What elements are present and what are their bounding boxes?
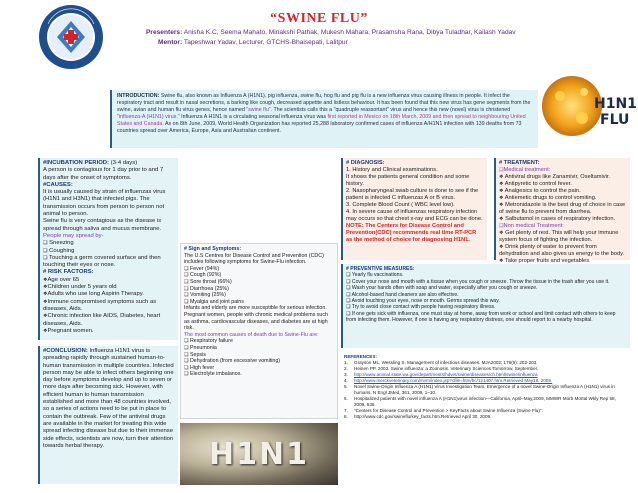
checkbox-icon: ❑ xyxy=(43,240,48,247)
checkbox-icon: ❑ xyxy=(184,364,189,371)
diagnosis-label: # DIAGNOSIS: xyxy=(346,160,385,166)
checkbox-icon: ❑ xyxy=(184,272,189,279)
prevention-item: ❑ Cover your nose and mouth with a tissue when you cough or sneeze. Throw the tissue in the trash after you use it. xyxy=(346,278,610,285)
non-medical-item: ❖ Take proper fruits and vegetables. xyxy=(499,258,591,264)
mentor-name: Tapeshwar Yadav, Lecturer, GTCHS-Bhaisepati, Lalitpur xyxy=(183,39,348,46)
medical-item: ❖ Salbutamol in cases of respiratory infection. xyxy=(499,216,616,222)
presenters-line xyxy=(146,29,516,36)
prevention-label: # PREVENTIVE MEASURES: xyxy=(346,266,415,272)
medical-item: ❖ Antipyretic to control fever. xyxy=(499,181,572,187)
introduction-p1: Swine flu, also known as Influenza A (H1N1), pig influenza, swine flu, hog flu and pig flu is a new influenza virus causing illness in people. It infect the respiratory tract and result in nasal secretions, a barking like cough, decreased appetite and listless behaviour. It has been found that this new virus has gene segments from the swine, avian and human flu virus genes, hence named xyxy=(117,93,531,113)
references-label: REFERENCES: xyxy=(344,354,377,359)
conclusion-label: #CONCLUSION: xyxy=(43,348,88,354)
causes-label: #CAUSES: xyxy=(43,181,73,188)
reference-item: 5. Novel Swine-Origin Influenza A (H1N1) Virus Investigation Team. Emergence of a novel Swine-Origin Influenza A (H1N1) virus in humans, N Engl JMed, 361, 2009, 1–10. xyxy=(344,384,615,395)
introduction-box xyxy=(110,90,538,148)
incubation-label: #INCUBATION PERIOD: xyxy=(43,160,109,166)
diamond-bullet-icon: ❖ xyxy=(499,202,504,208)
checkbox-icon: ❑ xyxy=(184,278,189,285)
complication-item: ❑ Electrolyte imbalance. xyxy=(184,371,242,378)
symptom-item: ❑ Cough (92%) xyxy=(184,272,222,279)
checkbox-icon: ❑ xyxy=(346,298,351,305)
treatment-box xyxy=(494,158,630,264)
incubation-text: A person is contagious for 1 day prior to and 7 days after the onset of symptoms. xyxy=(43,167,164,181)
risk-item: ❖Age over 65 xyxy=(43,276,80,283)
complication-item: ❑ Sepsis xyxy=(184,351,206,358)
checkbox-icon: ❑ xyxy=(346,291,351,298)
preventive-measures-box xyxy=(341,264,630,348)
symptom-item: ❑ Sore throat (66%) xyxy=(184,278,232,285)
prevention-item: ❑ Yearly flu vaccinations. xyxy=(346,272,404,279)
complication-item: ❑ High fever xyxy=(184,364,215,371)
sign-symptoms-box xyxy=(180,243,338,419)
diamond-bullet-icon: ❖ xyxy=(499,181,504,187)
reference-item: 1. Grayson ML, Wessling S. Management of infectious diseases. MJA2002; 176(5): 202-203. xyxy=(344,360,538,365)
checkbox-icon: ❑ xyxy=(184,351,189,358)
conclusion-box xyxy=(38,346,178,484)
introduction-p2: The scientists calls this a "quadruple reassortant" virus and hence this new (novel) virus is christened xyxy=(273,107,511,113)
side-image-line1: H1N1 xyxy=(594,96,637,112)
checkbox-icon: ❑ xyxy=(184,338,189,345)
causes-text2: Swine flu is very contagious as the disease is spread through saliva and mucus membrane. xyxy=(43,218,162,232)
spread-item: ❑ Coughing xyxy=(43,247,75,254)
diagnosis-item: 1. History and Clinical examinations. xyxy=(346,167,438,173)
introduction-q1: "swine flu". xyxy=(246,107,273,113)
h1n1-flu-image xyxy=(532,62,638,150)
poster-title: “SWINE FLU” xyxy=(270,11,368,26)
checkbox-icon: ❑ xyxy=(184,285,189,292)
medical-item: ❖ Antiemetic drugs to control vomiting. xyxy=(499,195,597,201)
diamond-bullet-icon: ❖ xyxy=(43,327,48,334)
reference-item: 7. "Centers for Disease Control and Prevention > KeyFacts about Swine Influenza (Swine Flu)". xyxy=(344,408,543,413)
checkbox-icon: ❑ xyxy=(184,371,189,378)
diamond-bullet-icon: ❖ xyxy=(499,195,504,201)
spread-item: ❑ Touching a germ covered surface and then touching their eyes or nose. xyxy=(43,254,161,269)
prevention-item: ❑ Try to avoid close contact with people having respiratory illness. xyxy=(346,304,496,311)
introduction-p4: As on 8th June, 2009, World Health Organization has reported 25,288 laboratory confirmed cases of influenza A/H1N1 infection with 139 deaths from 73 countries spread over America, Europe, Asia and Australian continent. xyxy=(117,121,522,134)
signs-intro: The U.S Centres for Disease Control and Prevention (CDC) includes following symptoms for Swine-Flu infection. xyxy=(184,252,324,266)
checkbox-icon: ❑ xyxy=(346,278,351,285)
references-box xyxy=(341,352,630,484)
symptom-item: ❑ Vomiting (25%) xyxy=(184,292,226,299)
non-medical-treatment-label: ❑Non medical Treatment: xyxy=(499,223,564,229)
diamond-bullet-icon: ❖ xyxy=(499,230,504,236)
risk-label: # RISK FACTORS: xyxy=(43,269,94,276)
signs-text: Infants and elderly are more susceptible for serious infection. Pregnant women, people with chronic medical problems such as asthma, cardiovascular diseases, and diabetes are at high risk. xyxy=(184,305,328,332)
incubation-value: (3-4 days) xyxy=(110,160,138,166)
college-logo-seal xyxy=(38,4,104,70)
signs-label: # Sign and Symptoms: xyxy=(184,246,242,252)
diagnosis-note: NOTE: The Centers for Disease Control and Prevention(CDC) recommends real time RT-PCR as the method of choice for diagnosing H1N1. xyxy=(346,223,477,243)
checkbox-icon: ❑ xyxy=(499,223,504,229)
checkbox-icon: ❑ xyxy=(184,292,189,299)
introduction-q3: first reported in Mexico on 18th March, 2009 and then spread to neighbouring United States and Canada. xyxy=(117,114,526,127)
diagnosis-item: 4. In severe cause of influenzas respiratory infection may occurs so that chest x-ray and ECG can be done. xyxy=(346,209,483,222)
checkbox-icon: ❑ xyxy=(184,265,189,272)
diamond-bullet-icon: ❖ xyxy=(43,284,48,291)
introduction-label: INTRODUCTION: xyxy=(117,93,160,99)
conclusion-text: Influenza H1N1 virus is spreading rapidly through sustained human-to-human transmission in multiple countries. Infected person may be able to infect others beginning one day before symptoms develop and up to seven or more days after becoming sick. However, with efficient human to human transmission established and more than 48 countries involved, so a series of actions need to be put in place to contain the outbreak. Few of the antiviral drugs are available in the market for treating this wide spread infecting disease but due to their immense side effects, scientists are now, turn their attention towards herbal therapy. xyxy=(43,348,174,449)
diagnosis-item: It shows the patients general condition and some history. xyxy=(346,174,470,187)
diamond-bullet-icon: ❖ xyxy=(499,216,504,222)
presenters-names: Anisha K.C, Seema Mahato, Minakshi Pathak, Mukesh Mahara, Prasamsha Rana, Dibya Tuladhar, Kailash Yadav xyxy=(183,29,516,36)
medical-item: ❖ Metronidazole is the best drug of choice in case of swine flu to prevent from diarrhea. xyxy=(499,202,626,215)
diamond-bullet-icon: ❖ xyxy=(43,291,48,298)
checkbox-icon: ❑ xyxy=(43,247,48,254)
diamond-bullet-icon: ❖ xyxy=(43,313,48,320)
risk-item: ❖Children under 5 years old xyxy=(43,284,117,291)
complication-item: ❑ Dehydration (from excessive vomiting) xyxy=(184,358,281,365)
checkbox-icon: ❑ xyxy=(346,304,351,311)
diamond-bullet-icon: ❖ xyxy=(499,258,504,264)
checkbox-icon: ❑ xyxy=(184,344,189,351)
spread-label: People may spread by- xyxy=(43,232,104,239)
diamond-bullet-icon: ❖ xyxy=(43,276,48,283)
non-medical-item: ❖ Get plenty of rest. This will help your immune system focus of fighting the infection. xyxy=(499,230,619,243)
reference-item: 8. http://www.cdc.gov/swineflu/key_facts.htm.Retrieved April 30, 2009. xyxy=(344,414,492,419)
checkbox-icon: ❑ xyxy=(499,167,504,173)
reference-item: 2. Heinen PP. 2003. Swine influenza: a Zoonosis. Veterinary Sciences Tomorrow, September. xyxy=(344,366,539,371)
medical-item: ❖ Antiviral drugs like Zanamivir, Oseltamivir. xyxy=(499,174,611,180)
complication-item: ❑ Respiratory failure xyxy=(184,338,233,345)
h1n1-photo xyxy=(180,423,338,485)
checkbox-icon: ❑ xyxy=(346,272,351,279)
causes-text: It is usually caused by strain of influenzas virus (H1N1 and H3N1) that infected pigs. The transmission occurs from person to person not animal to person. xyxy=(43,189,166,218)
risk-item: ❖Pregnant women. xyxy=(43,327,94,334)
medical-treatment-label: ❑Medical treatment: xyxy=(499,167,551,173)
risk-item: ❖Immune compromised symptoms such as diseases, Aids. xyxy=(43,298,157,312)
diamond-bullet-icon: ❖ xyxy=(499,174,504,180)
medical-item: ❖ Analgesics to control the pain. xyxy=(499,188,581,194)
reference-link[interactable]: 4. http://www.merckveterinary.com/mvm/index.jsp?cfile=htm/bc/121407.htm.Retrieved May19, 2009. xyxy=(344,378,553,383)
prevention-item: ❑ Alcohol-based hand cleaners are also effective. xyxy=(346,291,459,298)
complication-item: ❑ Pneumonia xyxy=(184,344,217,351)
introduction-p3: Influenza A H1N1 is a circulating seasonal influenza virus was xyxy=(181,114,326,120)
photo-text: H1N1 xyxy=(209,437,309,472)
checkbox-icon: ❑ xyxy=(184,358,189,365)
diagnosis-box xyxy=(341,158,487,260)
prevention-item: ❑ Avoid touching your eyes, nose or mouth. Germs spread this way. xyxy=(346,298,500,305)
mentor-line xyxy=(158,39,348,46)
spread-item: ❑ Sneezing xyxy=(43,240,74,247)
symptom-item: ❑ Fever (94%) xyxy=(184,265,220,272)
checkbox-icon: ❑ xyxy=(346,310,351,317)
introduction-q2: "influenza-A (H1N1) virus." xyxy=(117,114,180,120)
checkbox-icon: ❑ xyxy=(184,298,189,305)
non-medical-item: ❖ Drink plenty of water to prevent from dehydration and also gives us energy to the body. xyxy=(499,244,625,257)
prevention-item: ❑ Wash your hands often with soap and water, especially after you cough or sneeze. xyxy=(346,285,538,292)
presenters-label: Presenters: xyxy=(146,29,183,36)
checkbox-icon: ❑ xyxy=(43,254,48,261)
checkbox-icon: ❑ xyxy=(346,285,351,292)
risk-item: ❖Chronic infection like AIDS, Diabetes, heart diseases, Aids. xyxy=(43,313,161,327)
complications-label: The most common causes of death due to Swine-Flu are: xyxy=(184,331,319,338)
diamond-bullet-icon: ❖ xyxy=(499,188,504,194)
mentor-label: Mentor: xyxy=(158,39,183,46)
diamond-bullet-icon: ❖ xyxy=(43,298,48,305)
incubation-causes-risk-box xyxy=(38,158,178,340)
reference-link[interactable]: 3. http://www.animal.state.wa.gov/departments/hdvet/swine/diseases/ch.html/swine/influenza xyxy=(344,372,538,377)
diagnosis-item: 3. Complete Blood Count ( WBC level low). xyxy=(346,202,455,208)
treatment-label: # TREATMENT: xyxy=(499,160,540,166)
side-image-line2: FLU xyxy=(600,112,630,128)
risk-item: ❖Adults who use long Aspirin Therapy. xyxy=(43,291,144,298)
prevention-item: ❑ If one gets sick with influenza, one must stay at home, away from work or school and limit contact with others to keep from infecting them. However, if one is having any respiratory distress, one should report to a nearby hospital. xyxy=(346,310,616,324)
reference-item: 6. Hospitalized patients with novel influenza A (H1N1)virus infection—California, April–May,2009, MMWR Morb Mortal Wkly Rep 58, 2009, 536. xyxy=(344,396,616,407)
symptom-item: ❑ Myalgia and joint pains xyxy=(184,298,244,305)
diamond-bullet-icon: ❖ xyxy=(499,244,504,250)
symptom-item: ❑ Diarrhoea (25%) xyxy=(184,285,229,292)
diagnosis-item: 2. Nasopharyngeal swab culture is done to see if the patient is infected C influenzas A or B virus. xyxy=(346,188,479,201)
